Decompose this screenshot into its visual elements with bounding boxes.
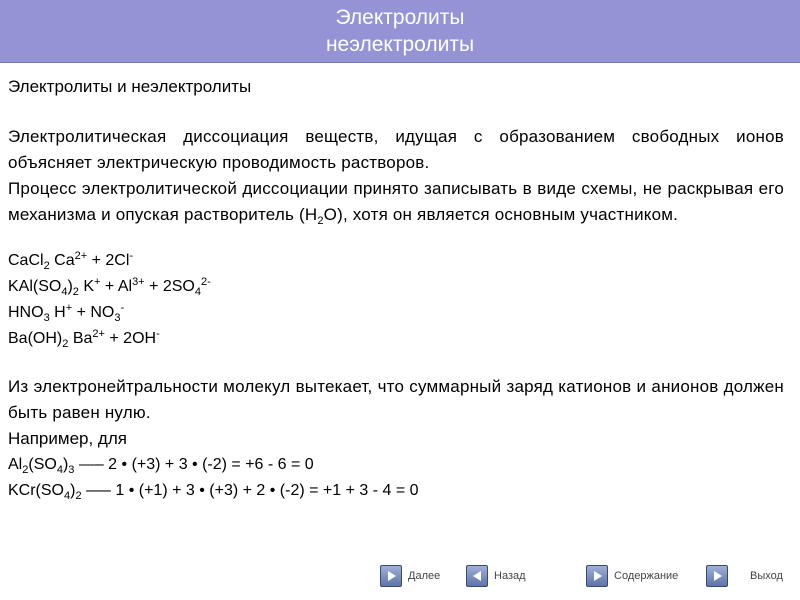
equation-ba-oh-2: $Ba(OH)_2$ $Ba^{2+} + 2OH^-$ bbox=[8, 328, 160, 350]
example-label: Например, для bbox=[8, 429, 127, 448]
equation-cacl2: CaCl$_2$ $Ca^{2+} + 2Cl^-$ bbox=[8, 250, 134, 272]
paragraph-dissociation: Электролитическая диссоциация веществ, идущая с образованием свободных ионов объясняет электрическую проводимость растворов. bbox=[8, 127, 784, 172]
paragraph-process: Процесс электролитической диссоциации принято записывать в виде схемы, не раскрывая его механизма и опуская растворитель $(H_2O)$, хотя он является основным участником. bbox=[8, 179, 784, 227]
next-label: Далее bbox=[408, 570, 441, 582]
equation-kal-so4-2: $KAl(SO_4)_2$ $K^+ + Al^{3+} + 2SO_4^{2-}$ bbox=[8, 276, 211, 298]
paragraph-electroneutrality: Из электронейтральности молекул вытекает, что суммарный заряд катионов и анионов должен быть равен нулю. bbox=[8, 377, 784, 422]
contents-icon bbox=[586, 565, 608, 587]
contents-button[interactable] bbox=[586, 562, 678, 590]
slide-content bbox=[8, 74, 784, 504]
contents-label: Содержание bbox=[614, 570, 679, 582]
slide-title-line1: Электролиты bbox=[335, 6, 465, 29]
back-button[interactable] bbox=[466, 562, 526, 590]
exit-label: Выход bbox=[750, 570, 783, 582]
back-label: Назад bbox=[494, 570, 526, 582]
equation-hno3: $HNO_3$ $H^+ + NO_3^-$ bbox=[8, 302, 125, 324]
arrow-left-icon bbox=[466, 565, 488, 587]
example-kcr-so4-2: $KCr(SO_4)_2$ —– 1 • (+1) + 3 • (+3) + 2 • (-2) = +1 + 3 - 4 = 0 bbox=[8, 482, 419, 502]
exit-icon bbox=[706, 565, 728, 587]
arrow-right-icon bbox=[380, 565, 402, 587]
exit-button[interactable] bbox=[706, 562, 783, 590]
slide-header bbox=[0, 0, 800, 63]
slide-title-line2: неэлектролиты bbox=[325, 33, 475, 56]
next-button[interactable] bbox=[380, 562, 440, 590]
example-al2-so4-3: $Al_2(SO_4)_3$ —– 2 • (+3) + 3 • (-2) = +6 - 6 = 0 bbox=[8, 456, 314, 476]
content-heading: Электролиты и неэлектролиты bbox=[8, 77, 252, 96]
